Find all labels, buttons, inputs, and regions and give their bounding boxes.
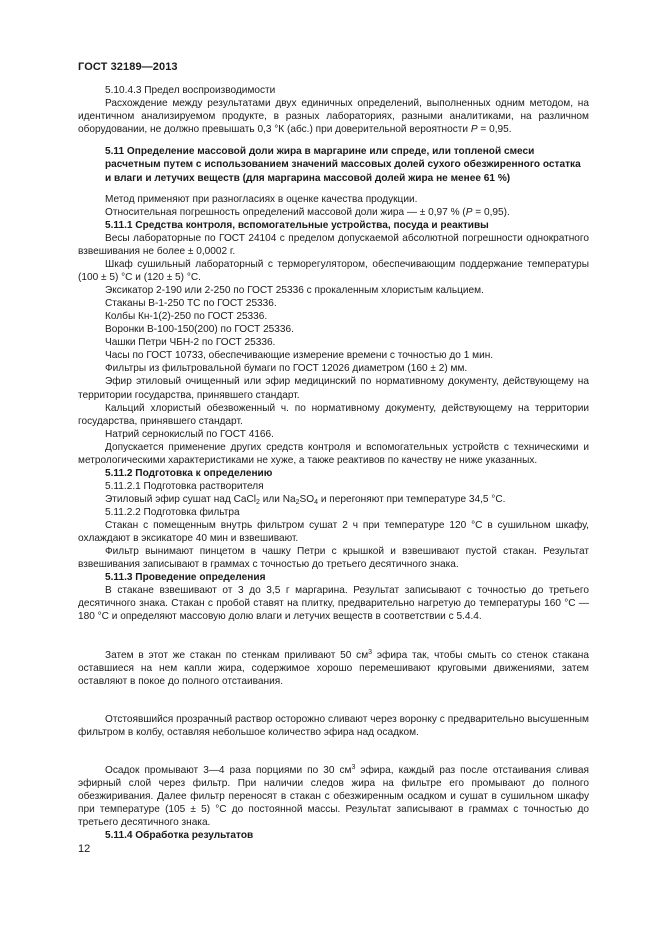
- subsection-heading: 5.11.3 Проведение определения: [105, 572, 266, 584]
- paragraph: Кальций хлористый обезвоженный ч. по нормативному документу, действующему на территории государства, принявшего стандарт.: [78, 402, 589, 427]
- page-number: 12: [78, 843, 91, 855]
- paragraph: В стакане взвешивают от 3 до 3,5 г маргарина. Результат записывают с точностью до третьего десятичного знака. Стакан с пробой ставят на плитку, предварительно нагретую до температуры 160 °С — 180 °С и определяют массовую долю влаги и летучих веществ в соответствии с 5.4.4.: [78, 585, 589, 623]
- paragraph: Затем в этот же стакан по стенкам приливают 50 $см^3$ эфира так, чтобы смыть со стенок стакана оставшиеся на нем капли жира, содержимое хорошо перемешивают круговыми движениями, затем оставляют в покое до полного отстаивания.: [78, 648, 589, 687]
- paragraph-gap: [78, 749, 589, 754]
- paragraph: Часы по ГОСТ 10733, обеспечивающие измерение времени с точностью до 1 мин.: [105, 350, 494, 362]
- paragraph: Допускается применение других средств контроля и вспомогательных устройств с техническими и метрологическими характеристиками не хуже, а также реактивов по качеству не ниже указанных.: [78, 441, 589, 466]
- paragraph: Фильтр вынимают пинцетом в чашку Петри с крышкой и взвешивают пустой стакан. Результат взвешивания записывают в граммах с точностью до третьего десятичного знака.: [78, 546, 589, 571]
- paragraph: Относительная погрешность определений массовой доли жира — ± 0,97 % (Р = 0,95).: [105, 206, 510, 218]
- paragraph-gap: [78, 698, 589, 703]
- paragraph-gap: [78, 633, 589, 638]
- paragraph: Эфир этиловый очищенный или эфир медицинский по нормативному документу, действующему на территории государства, принявшего стандарт.: [78, 376, 589, 401]
- paragraph: Расхождение между результатами двух единичных определений, выполненных одним методом, на идентичном анализируемом продукте, в разных лабораториях, разными аналитиками, на различном оборудовании, не должно превышать 0,3 °К (абс.) при доверительной вероятности Р = 0,95.: [78, 98, 589, 136]
- paragraph: 5.11.2.2 Подготовка фильтра: [105, 506, 240, 518]
- paragraph: Стаканы В-1-250 ТС по ГОСТ 25336.: [105, 298, 277, 310]
- document-body: [78, 84, 589, 842]
- paragraph: Отстоявшийся прозрачный раствор осторожно сливают через воронку с предварительно высушенным фильтром в колбу, оставляя небольшое количество эфира над осадком.: [78, 713, 589, 738]
- section-heading: 5.11 Определение массовой доли жира в маргарине или спреде, или топленой смеси расчетным путем с использованием значений массовых долей сухого обезжиренного остатка и влаги и летучих веществ (для маргарина массовой долей жира не менее 61 %): [105, 146, 581, 184]
- paragraph: Осадок промывают 3—4 раза порциями по 30 $см^3$ эфира, каждый раз после отстаивания сливая эфирный слой через фильтр. При наличии следов жира на фильтре его промывают до полного обезжиривания. Далее фильтр переносят в стакан с обезжиренным осадком и сушат в сушильном шкафу при температуре (105 ± 5) °С до постоянной массы. Результат записывают в граммах с точностью до третьего десятичного знака.: [78, 764, 589, 829]
- paragraph: Фильтры из фильтровальной бумаги по ГОСТ 12026 диаметром (160 ± 2) мм.: [105, 363, 468, 375]
- paragraph: Натрий сернокислый по ГОСТ 4166.: [105, 428, 274, 440]
- running-header: ГОСТ 32189—2013: [78, 61, 178, 73]
- paragraph: Эксикатор 2-190 или 2-250 по ГОСТ 25336 с прокаленным хлористым кальцием.: [105, 285, 484, 297]
- paragraph: Метод применяют при разногласиях в оценке качества продукции.: [105, 193, 418, 205]
- paragraph: Стакан с помещенным внутрь фильтром сушат 2 ч при температуре 120 °С в сушильном шкафу, охлаждают в эксикаторе 40 мин и взвешивают.: [78, 519, 589, 545]
- paragraph: Этиловый эфир сушат над CaCl$_2$ или $Na_2SO_4$ и перегоняют при температуре 34,5 °С.: [105, 493, 506, 506]
- subsection-heading: 5.11.4 Обработка результатов: [105, 830, 254, 842]
- paragraph: Весы лабораторные по ГОСТ 24104 с пределом допускаемой абсолютной погрешности однократного взвешивания не более ± 0,0002 г.: [78, 232, 589, 257]
- subsection-heading: 5.11.1 Средства контроля, вспомогательные устройства, посуда и реактивы: [105, 219, 489, 231]
- paragraph: Колбы Кн-1(2)-250 по ГОСТ 25336.: [105, 311, 268, 323]
- paragraph: 5.11.2.1 Подготовка растворителя: [105, 480, 264, 492]
- paragraph: Шкаф сушильный лабораторный с терморегулятором, обеспечивающим поддержание температуры (100 ± 5) °С и (120 ± 5) °С.: [78, 259, 589, 284]
- subsection-heading: 5.11.2 Подготовка к определению: [105, 467, 273, 479]
- paragraph: Воронки В-100-150(200) по ГОСТ 25336.: [105, 324, 294, 336]
- paragraph: 5.10.4.3 Предел воспроизводимости: [105, 85, 276, 96]
- paragraph: Чашки Петри ЧБН-2 по ГОСТ 25336.: [105, 337, 276, 349]
